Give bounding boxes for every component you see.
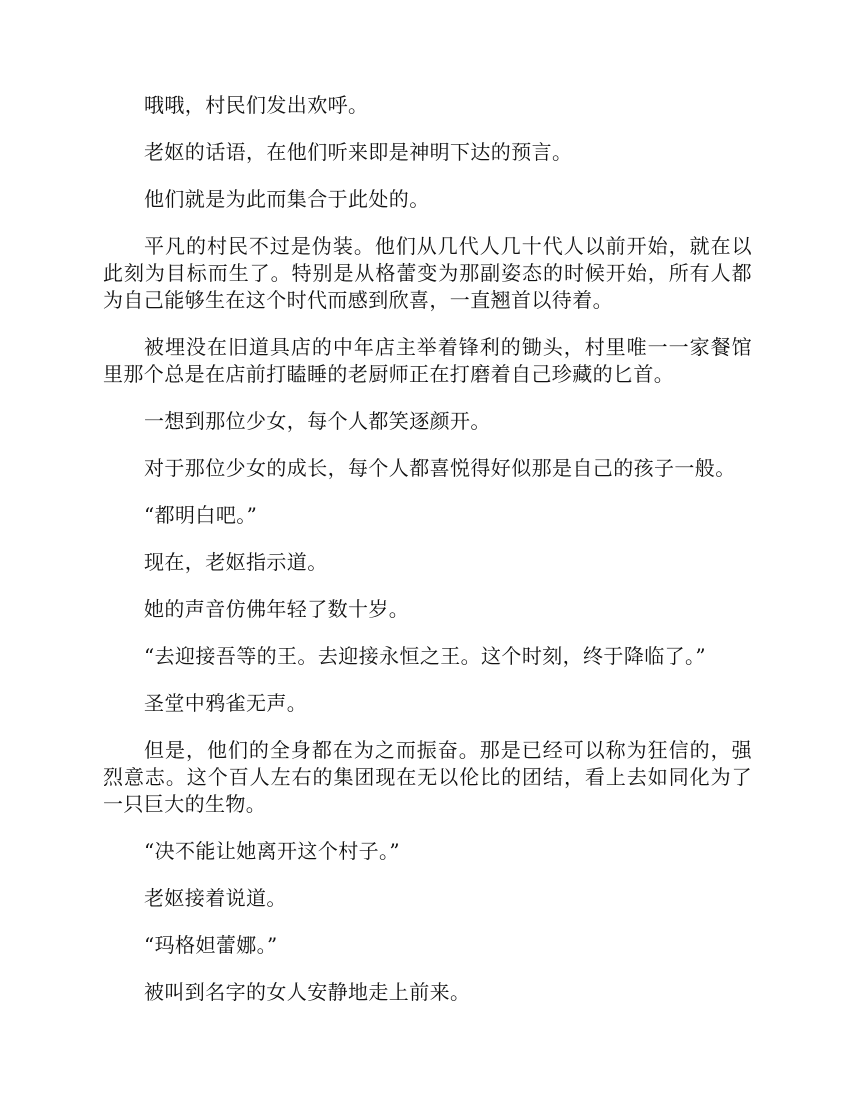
paragraph: 一想到那位少女，每个人都笑逐颜开。 bbox=[144, 409, 491, 433]
paragraph: 被埋没在旧道具店的中年店主举着锋利的锄头，村里唯一一家餐馆里那个总是在店前打瞌睡的老厨师正在打磨着自己珍藏的匕首。 bbox=[103, 335, 752, 386]
paragraph: 但是，他们的全身都在为之而振奋。那是已经可以称为狂信的，强烈意志。这个百人左右的集团现在无以伦比的团结，看上去如同化为了一只巨大的生物。 bbox=[103, 738, 752, 816]
paragraph: 现在，老妪指示道。 bbox=[144, 550, 328, 574]
paragraph: 哦哦，村民们发出欢呼。 bbox=[144, 93, 369, 117]
paragraph: 对于那位少女的成长，每个人都喜悦得好似那是自己的孩子一般。 bbox=[144, 456, 736, 480]
paragraph: 圣堂中鸦雀无声。 bbox=[144, 691, 308, 715]
paragraph: 她的声音仿佛年轻了数十岁。 bbox=[144, 597, 410, 621]
dialogue-paragraph: “都明白吧。” bbox=[144, 503, 258, 527]
paragraph: 老妪接着说道。 bbox=[144, 886, 287, 910]
paragraph: 他们就是为此而集合于此处的。 bbox=[144, 187, 430, 211]
dialogue-paragraph: “去迎接吾等的王。去迎接永恒之王。这个时刻，终于降临了。” bbox=[144, 644, 707, 668]
paragraph: 平凡的村民不过是伪装。他们从几代人几十代人以前开始，就在以此刻为目标而生了。特别是从格蕾变为那副姿态的时候开始，所有人都为自己能够生在这个时代而感到欣喜，一直翘首以待着。 bbox=[103, 234, 752, 312]
dialogue-paragraph: “决不能让她离开这个村子。” bbox=[144, 839, 401, 863]
paragraph: 被叫到名字的女人安静地走上前来。 bbox=[144, 980, 471, 1004]
dialogue-paragraph: “玛格妲蕾娜。” bbox=[144, 933, 278, 957]
paragraph: 老妪的话语，在他们听来即是神明下达的预言。 bbox=[144, 140, 573, 164]
